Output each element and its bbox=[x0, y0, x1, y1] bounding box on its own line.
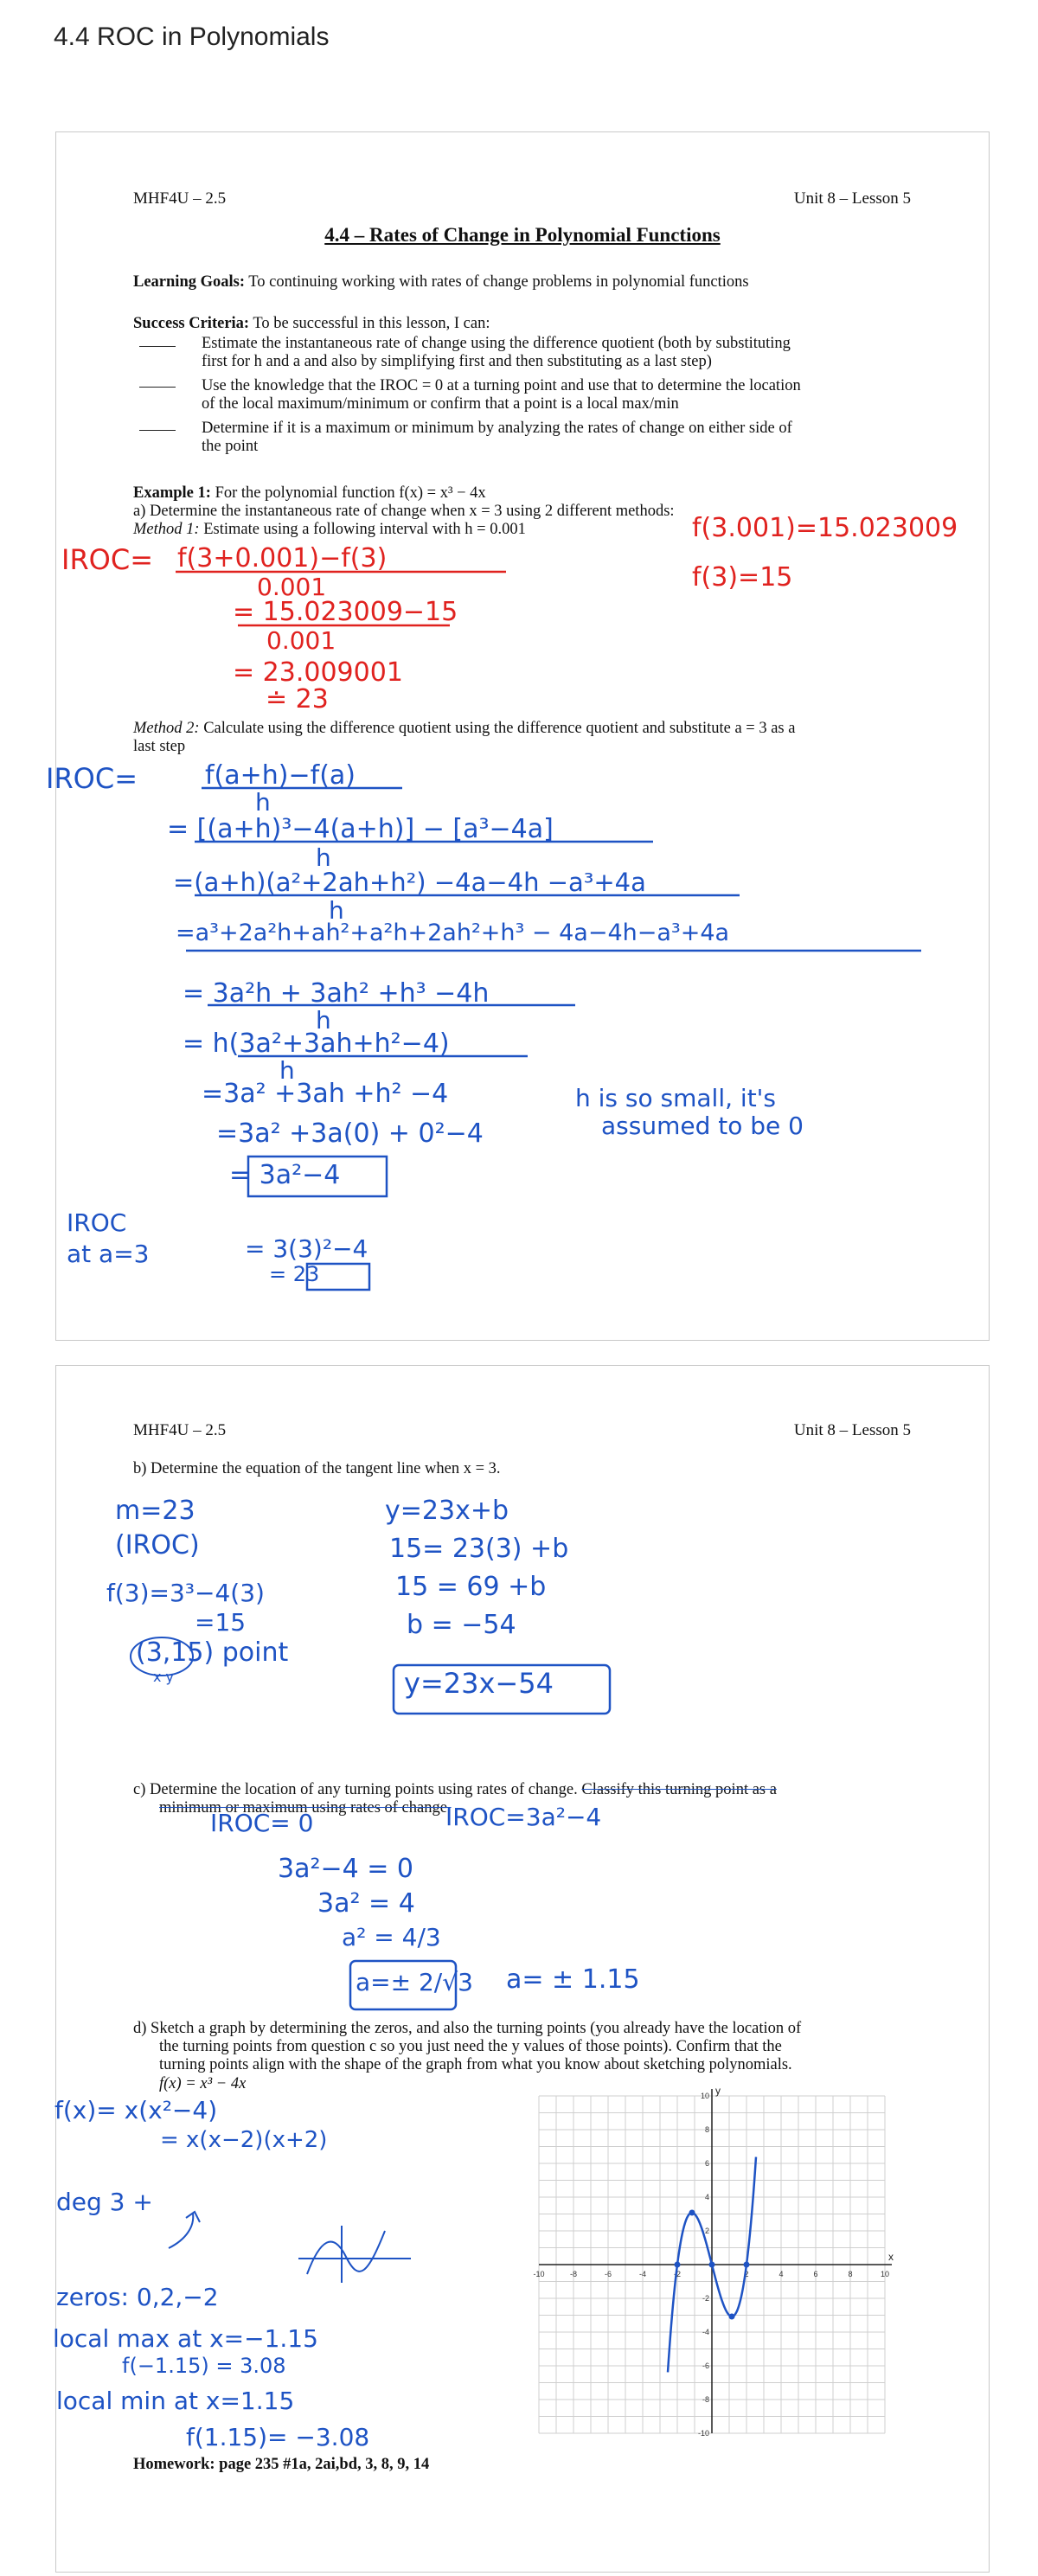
answer-box-icon bbox=[248, 1157, 387, 1196]
hw-tangent-3: 15 = 69 +b bbox=[395, 1572, 547, 1602]
hw-f3: f(3)=15 bbox=[692, 562, 793, 593]
course-code: MHF4U – 2.5 bbox=[133, 1421, 227, 1439]
hw-note-2: assumed to be 0 bbox=[601, 1112, 804, 1140]
y-tick-label: -2 bbox=[702, 2294, 709, 2303]
y-tick-label: -10 bbox=[697, 2429, 709, 2438]
hw-step-2-denominator: 0.001 bbox=[266, 626, 336, 655]
hw-step-3: = 23.009001 bbox=[233, 657, 403, 688]
criterion-line: Use the knowledge that the IROC = 0 at a turning point and use that to determine the location bbox=[202, 377, 801, 394]
hw-iroc-label: IROC= bbox=[61, 543, 154, 576]
homework: Homework: page 235 #1a, 2ai,bd, 3, 8, 9, 14 bbox=[133, 2456, 430, 2473]
answer-box-icon bbox=[307, 1264, 369, 1290]
notebook-title: 4.4 ROC in Polynomials bbox=[54, 22, 330, 51]
worksheet-title: 4.4 – Rates of Change in Polynomial Functions bbox=[324, 224, 721, 246]
y-axis-label: y bbox=[715, 2085, 721, 2097]
hw-line-6: = h(3a²+3ah+h²−4) bbox=[183, 1028, 450, 1059]
graph-point bbox=[709, 2262, 715, 2268]
hw-degree: deg 3 + bbox=[56, 2188, 153, 2216]
graph-point bbox=[744, 2262, 750, 2268]
hw-iroc-at: IROC bbox=[67, 1208, 127, 1237]
hw-c-step-3: a² = 4/3 bbox=[342, 1923, 441, 1951]
learning-goals-text: To continuing working with rates of change problems in polynomial functions bbox=[245, 273, 749, 291]
hw-denominator-1: 0.001 bbox=[257, 573, 327, 601]
worksheet-page-2 bbox=[55, 1365, 990, 2573]
x-tick-label: -6 bbox=[604, 2270, 612, 2278]
course-code: MHF4U – 2.5 bbox=[133, 189, 227, 208]
hw-tangent-answer: y=23x−54 bbox=[404, 1667, 554, 1700]
hw-tangent-2: 15= 23(3) +b bbox=[389, 1534, 569, 1564]
hw-note-1: h is so small, it's bbox=[575, 1084, 776, 1112]
function-label: f(x) = x³ − 4x bbox=[159, 2075, 247, 2092]
hw-c-step-2: 3a² = 4 bbox=[317, 1888, 415, 1919]
unit-lesson: Unit 8 – Lesson 5 bbox=[793, 1421, 911, 1439]
y-tick-label: 2 bbox=[704, 2227, 709, 2235]
hw-f3-eval: f(3)=3³−4(3) bbox=[106, 1579, 265, 1607]
hw-iroc-formula: IROC=3a²−4 bbox=[445, 1803, 602, 1831]
y-tick-label: 10 bbox=[700, 2092, 709, 2100]
example-text: For the polynomial function f(x) = x³ − 4x bbox=[210, 484, 486, 502]
axes bbox=[539, 2089, 892, 2433]
part-a: a) Determine the instantaneous rate of change when x = 3 using 2 different methods: bbox=[133, 503, 675, 520]
hw-m2-numerator: f(a+h)−f(a) bbox=[205, 760, 356, 791]
x-axis-label: x bbox=[888, 2251, 894, 2263]
hw-line-7: =3a² +3ah +h² −4 bbox=[202, 1079, 449, 1109]
hw-iroc-zero: IROC= 0 bbox=[210, 1809, 314, 1837]
method-2-label: Method 2: bbox=[133, 720, 200, 737]
x-tick-label: 4 bbox=[778, 2270, 784, 2278]
hw-step-4: ≐ 23 bbox=[266, 684, 329, 714]
part-c-struck: Classify this turning point as a bbox=[581, 1781, 777, 1798]
x-tick-label: -2 bbox=[673, 2270, 682, 2278]
criterion-line: Estimate the instantaneous rate of change using the difference quotient (both by substituting bbox=[202, 335, 791, 352]
hw-line-4: =a³+2a²h+ah²+a²h+2ah²+h³ − 4a−4h−a³+4a bbox=[176, 920, 730, 946]
hw-zeros: zeros: 0,2,−2 bbox=[56, 2283, 219, 2311]
hw-h-5: h bbox=[279, 1056, 295, 1085]
y-tick-label: -8 bbox=[702, 2395, 709, 2404]
hw-local-min: local min at x=1.15 bbox=[56, 2387, 295, 2415]
hw-tangent-1: y=23x+b bbox=[385, 1496, 509, 1526]
x-tick-label: 8 bbox=[848, 2270, 853, 2278]
hw-c-step-1: 3a²−4 = 0 bbox=[278, 1854, 414, 1884]
blue-fraction-bars bbox=[56, 132, 989, 1340]
hw-tangent-4: b = −54 bbox=[407, 1610, 516, 1640]
x-tick-label: 2 bbox=[744, 2270, 749, 2278]
point-circle-icon bbox=[131, 1637, 193, 1676]
answer-box-icon bbox=[350, 1961, 456, 2009]
hw-c-step-4: a=± 2/√3 bbox=[356, 1968, 473, 1996]
hw-xy: x y bbox=[153, 1669, 175, 1685]
hw-h-4: h bbox=[316, 1006, 331, 1035]
method-2-text: Calculate using the difference quotient using the difference quotient and substitute a = 3 as a bbox=[199, 720, 796, 737]
hw-line-8: =3a² +3a(0) + 0²−4 bbox=[216, 1118, 484, 1149]
x-tick-label: 6 bbox=[813, 2270, 818, 2278]
hw-local-max: local max at x=−1.15 bbox=[53, 2324, 318, 2353]
hw-substitution: = 3(3)²−4 bbox=[245, 1234, 368, 1263]
worksheet-page-1 bbox=[46, 131, 990, 1341]
cubic-graph bbox=[530, 2085, 894, 2438]
y-tick-label: 4 bbox=[704, 2193, 709, 2201]
part-d-line-1: d) Sketch a graph by determining the zeros, and also the turning points (you already have the location of bbox=[133, 2020, 802, 2037]
hw-d-factor-1: f(x)= x(x²−4) bbox=[54, 2096, 218, 2124]
unit-lesson: Unit 8 – Lesson 5 bbox=[793, 189, 911, 208]
hw-h-1: h bbox=[255, 788, 271, 817]
hw-point: (3,15) point bbox=[136, 1637, 289, 1668]
hw-c-decimal: a= ± 1.15 bbox=[506, 1964, 640, 1995]
graph-point bbox=[689, 2209, 695, 2215]
answer-box-icon bbox=[394, 1665, 610, 1714]
hw-local-max-value: f(−1.15) = 3.08 bbox=[122, 2354, 286, 2378]
hw-at-a3: at a=3 bbox=[67, 1240, 150, 1268]
part-c-struck-2: minimum or maximum using rates of change. bbox=[159, 1799, 452, 1817]
y-tick-label: -6 bbox=[702, 2361, 709, 2370]
graph-point bbox=[675, 2262, 681, 2268]
hw-local-min-value: f(1.15)= −3.08 bbox=[186, 2423, 370, 2451]
criterion-line: the point bbox=[202, 438, 259, 455]
hw-iroc-m2: IROC= bbox=[46, 762, 138, 795]
graph-point bbox=[729, 2314, 735, 2320]
x-tick-label: 10 bbox=[880, 2270, 890, 2278]
hw-d-factor-2: = x(x−2)(x+2) bbox=[160, 2127, 328, 2153]
part-b: b) Determine the equation of the tangent line when x = 3. bbox=[133, 1460, 501, 1477]
part-d-line-3: turning points align with the shape of the graph from what you know about sketching polynomials. bbox=[159, 2056, 792, 2073]
mini-sketch-icon bbox=[307, 2231, 385, 2274]
hw-line-3: =(a+h)(a²+2ah+h²) −4a−4h −a³+4a bbox=[173, 868, 646, 897]
part-d-line-2: the turning points from question c so you just need the y values of those points). Confirm that the bbox=[159, 2038, 782, 2055]
hw-f3-result: =15 bbox=[195, 1608, 247, 1637]
x-tick-label: -8 bbox=[569, 2270, 578, 2278]
hw-slope: m=23 bbox=[115, 1496, 195, 1526]
method-2-continued: last step bbox=[133, 738, 186, 755]
criterion-line: Determine if it is a maximum or minimum by analyzing the rates of change on either side of bbox=[202, 420, 792, 437]
success-criteria-text: To be successful in this lesson, I can: bbox=[249, 315, 490, 332]
y-tick-label: 8 bbox=[704, 2125, 709, 2134]
hw-line-2: = [(a+h)³−4(a+h)] − [a³−4a] bbox=[167, 814, 554, 844]
hw-final-result: = 23 bbox=[269, 1262, 320, 1286]
criterion-line: first for h and a and also by simplifying first and then substituting as a last step) bbox=[202, 353, 712, 370]
method-1-text: Estimate using a following interval with h = 0.001 bbox=[199, 521, 526, 538]
hw-numerator-1: f(3+0.001)−f(3) bbox=[177, 543, 388, 574]
example-label: Example 1: bbox=[133, 484, 211, 502]
hw-iroc-note: (IROC) bbox=[115, 1530, 200, 1560]
hw-f3001: f(3.001)=15.023009 bbox=[692, 513, 958, 543]
hw-line-5: = 3a²h + 3ah² +h³ −4h bbox=[183, 978, 490, 1009]
criterion-line: of the local maximum/minimum or confirm that a point is a local max/min bbox=[202, 395, 679, 413]
x-tick-label: -4 bbox=[638, 2270, 647, 2278]
hw-h-3: h bbox=[329, 896, 344, 925]
x-tick-label: -10 bbox=[533, 2270, 545, 2278]
arrow-icon bbox=[169, 2212, 200, 2248]
y-tick-label: -4 bbox=[702, 2328, 709, 2336]
hw-h-2: h bbox=[316, 843, 331, 872]
method-1-label: Method 1: bbox=[133, 521, 200, 538]
y-tick-label: 6 bbox=[704, 2159, 709, 2168]
part-c-text: c) Determine the location of any turning points using rates of change. bbox=[133, 1781, 582, 1798]
learning-goals-label: Learning Goals: bbox=[133, 273, 245, 291]
hw-step-2-numerator: = 15.023009−15 bbox=[233, 597, 458, 627]
hw-line-9: = 3a²−4 bbox=[229, 1160, 341, 1190]
success-criteria-label: Success Criteria: bbox=[133, 315, 250, 332]
